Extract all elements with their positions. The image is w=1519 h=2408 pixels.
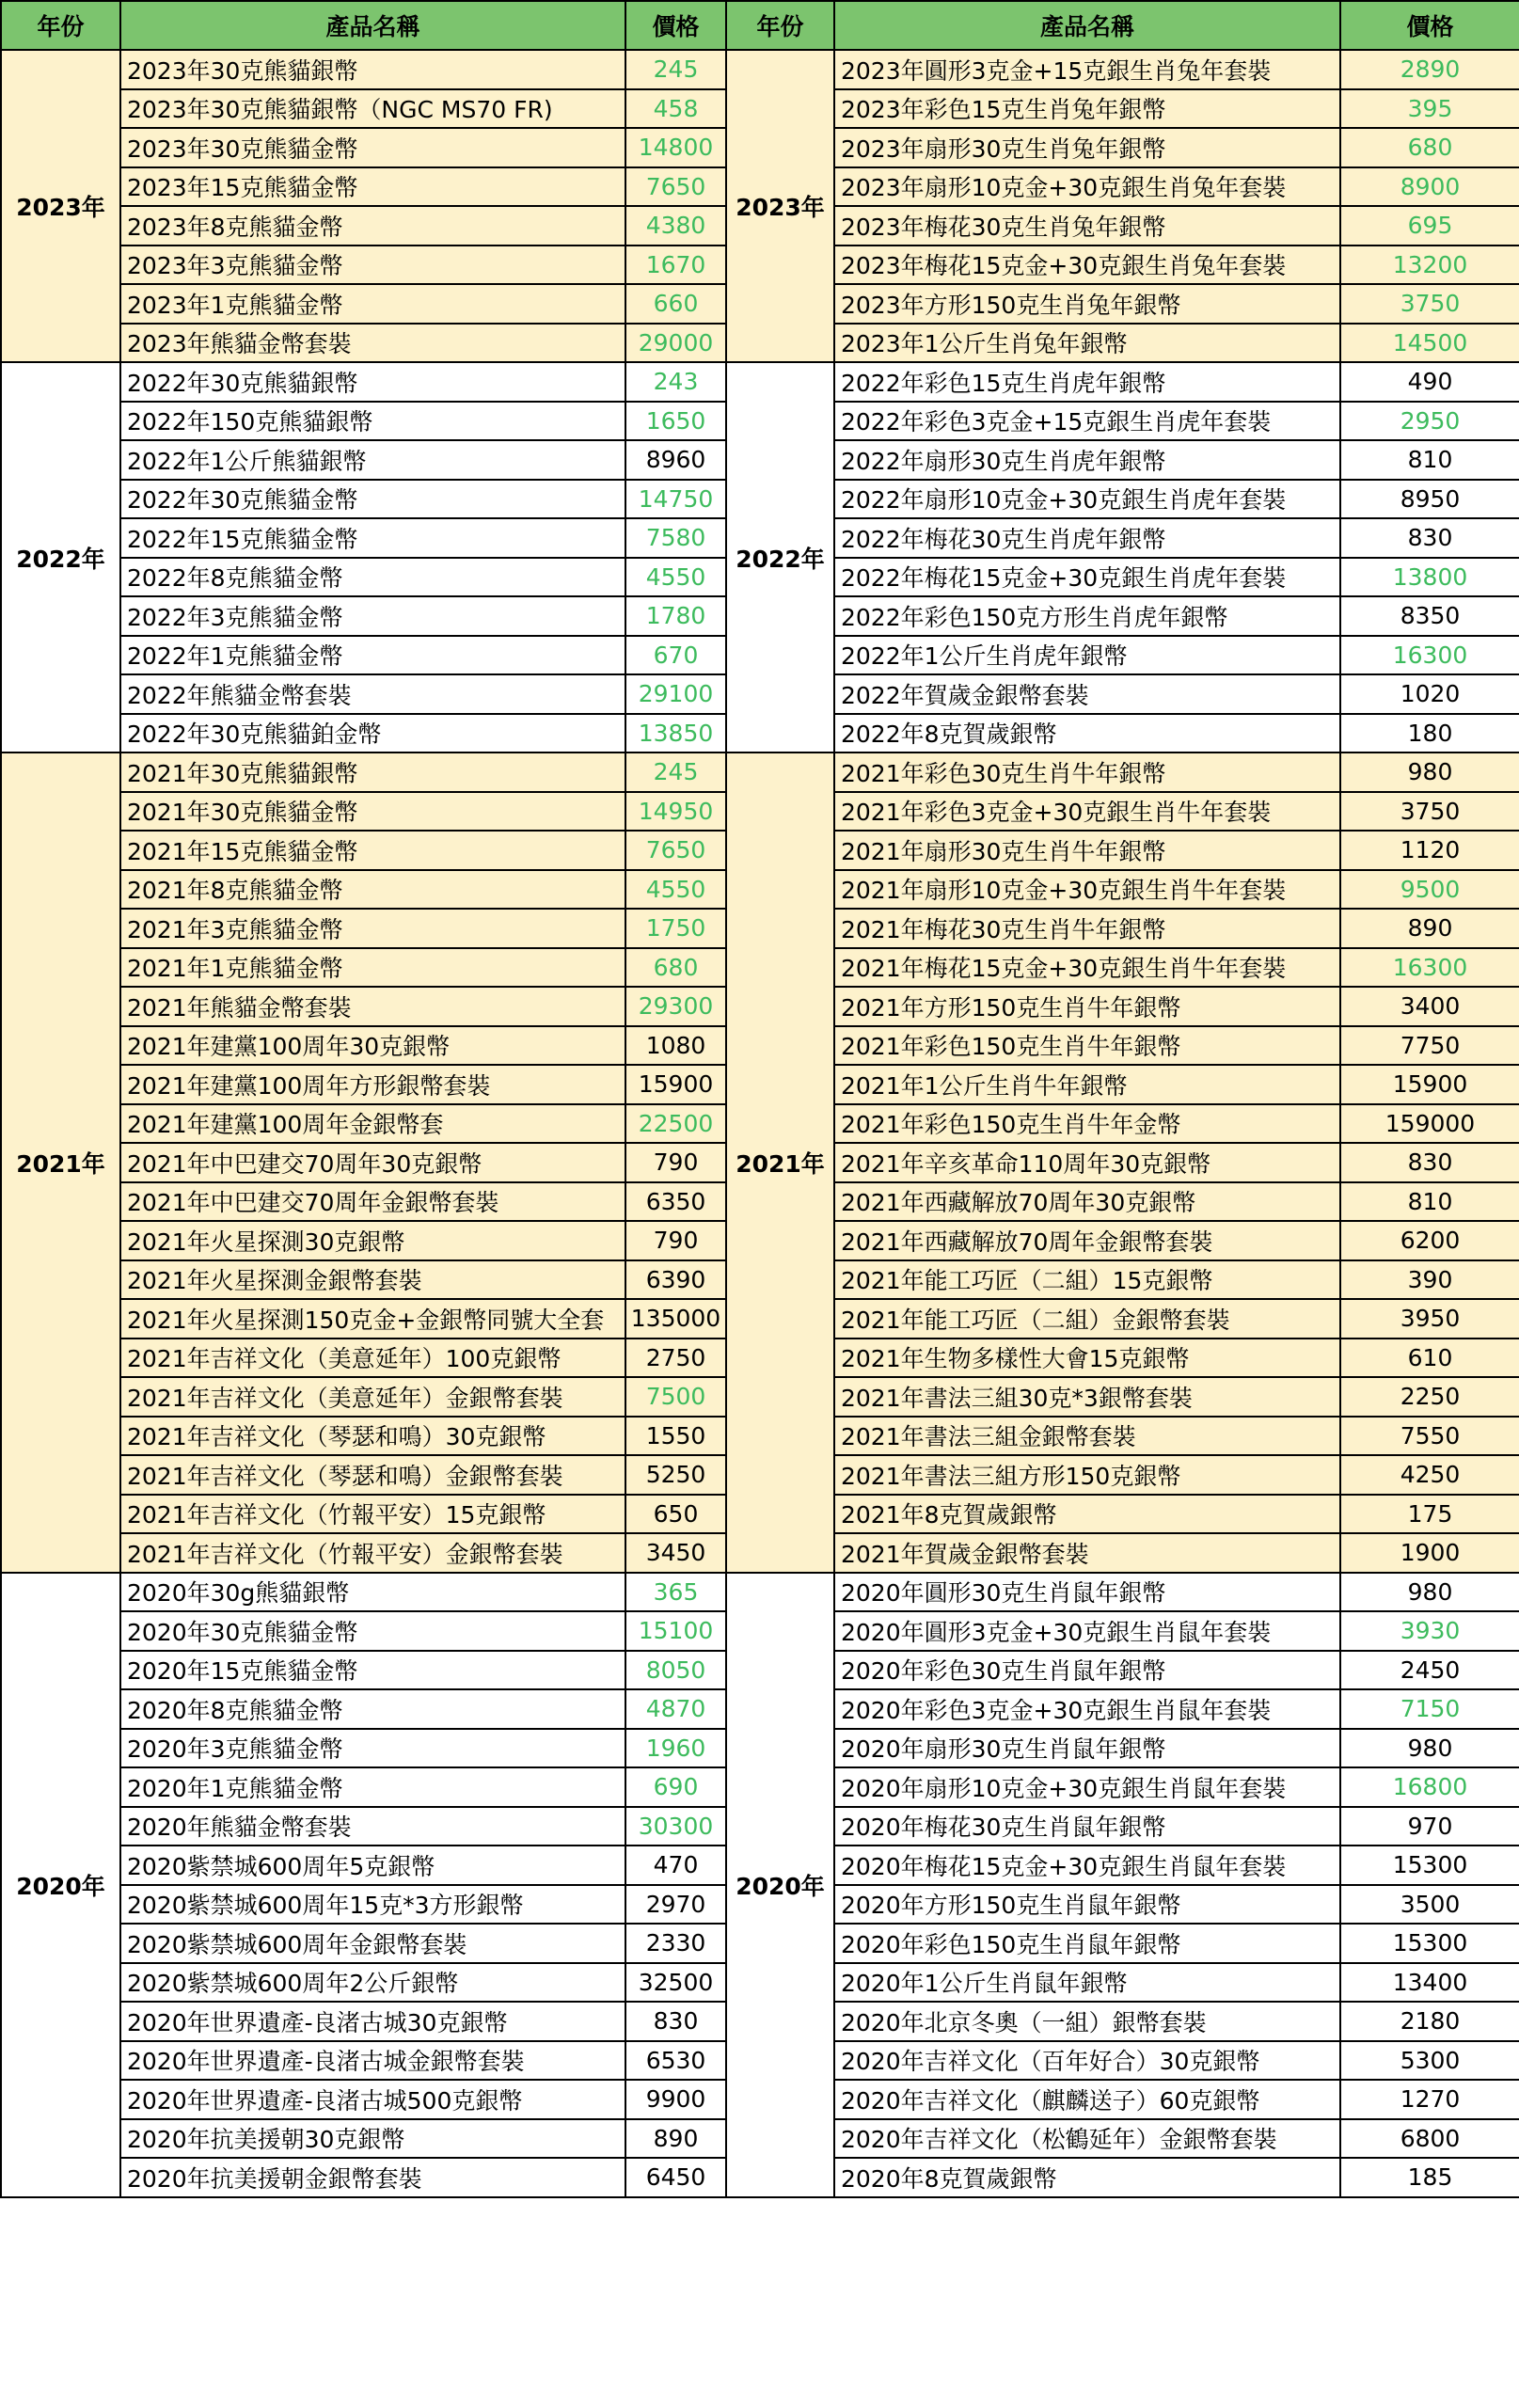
- product-name-left: 2023年熊貓金幣套裝: [120, 324, 625, 363]
- price-right: 3750: [1340, 284, 1519, 324]
- product-name-left: 2022年8克熊貓金幣: [120, 558, 625, 597]
- price-left: 245: [625, 752, 726, 792]
- product-name-right: 2023年方形150克生肖兔年銀幣: [834, 284, 1340, 324]
- price-left: 890: [625, 2119, 726, 2159]
- product-name-left: 2021年吉祥文化（美意延年）100克銀幣: [120, 1339, 625, 1378]
- product-name-left: 2023年30克熊貓銀幣（NGC MS70 FR): [120, 89, 625, 129]
- product-name-left: 2020年30g熊貓銀幣: [120, 1573, 625, 1612]
- product-name-left: 2023年3克熊貓金幣: [120, 246, 625, 285]
- product-name-left: 2022年150克熊貓銀幣: [120, 402, 625, 441]
- product-name-right: 2020年方形150克生肖鼠年銀幣: [834, 1885, 1340, 1925]
- price-left: 8050: [625, 1651, 726, 1690]
- price-left: 30300: [625, 1807, 726, 1846]
- price-right: 13800: [1340, 558, 1519, 597]
- product-name-right: 2020年1公斤生肖鼠年銀幣: [834, 1963, 1340, 2003]
- product-name-right: 2021年西藏解放70周年金銀幣套裝: [834, 1221, 1340, 1260]
- product-name-left: 2022年15克熊貓金幣: [120, 518, 625, 558]
- product-name-right: 2022年扇形30克生肖虎年銀幣: [834, 440, 1340, 480]
- price-left: 135000: [625, 1299, 726, 1339]
- product-name-left: 2021年火星探測30克銀幣: [120, 1221, 625, 1260]
- price-right: 610: [1340, 1339, 1519, 1378]
- product-name-left: 2020紫禁城600周年2公斤銀幣: [120, 1963, 625, 2003]
- product-name-left: 2021年火星探測150克金+金銀幣同號大全套: [120, 1299, 625, 1339]
- price-right: 1900: [1340, 1533, 1519, 1573]
- price-left: 6450: [625, 2158, 726, 2197]
- price-right: 15300: [1340, 1924, 1519, 1963]
- price-right: 3750: [1340, 792, 1519, 832]
- product-name-left: 2021年建黨100周年方形銀幣套裝: [120, 1065, 625, 1104]
- price-left: 2330: [625, 1924, 726, 1963]
- price-right: 4250: [1340, 1455, 1519, 1495]
- product-name-right: 2021年賀歲金銀幣套裝: [834, 1533, 1340, 1573]
- table-row: [1, 362, 1519, 402]
- price-right: 16800: [1340, 1767, 1519, 1807]
- product-name-right: 2021年書法三組方形150克銀幣: [834, 1455, 1340, 1495]
- price-right: 3950: [1340, 1299, 1519, 1339]
- price-right: 185: [1340, 2158, 1519, 2197]
- price-right: 6800: [1340, 2119, 1519, 2159]
- price-left: 5250: [625, 1455, 726, 1495]
- price-right: 395: [1340, 89, 1519, 129]
- header-row: [1, 1, 1519, 50]
- product-name-right: 2022年賀歲金銀幣套裝: [834, 674, 1340, 714]
- product-name-left: 2021年吉祥文化（琴瑟和鳴）金銀幣套裝: [120, 1455, 625, 1495]
- price-right: 16300: [1340, 948, 1519, 988]
- price-right: 8950: [1340, 480, 1519, 519]
- product-name-right: 2021年彩色30克生肖牛年銀幣: [834, 752, 1340, 792]
- header-price-right: 價格: [1340, 1, 1519, 50]
- product-name-right: 2022年彩色15克生肖虎年銀幣: [834, 362, 1340, 402]
- year-cell-left: 2023年: [1, 50, 120, 362]
- year-cell-left: 2022年: [1, 362, 120, 752]
- price-left: 4550: [625, 870, 726, 910]
- price-right: 175: [1340, 1495, 1519, 1534]
- product-name-right: 2023年圓形3克金+15克銀生肖兔年套裝: [834, 50, 1340, 89]
- product-name-left: 2020年世界遺產-良渚古城500克銀幣: [120, 2080, 625, 2119]
- product-name-left: 2021年建黨100周年30克銀幣: [120, 1026, 625, 1066]
- price-left: 7500: [625, 1377, 726, 1417]
- product-name-right: 2020年吉祥文化（松鶴延年）金銀幣套裝: [834, 2119, 1340, 2159]
- product-name-left: 2021年中巴建交70周年金銀幣套裝: [120, 1182, 625, 1222]
- price-right: 2890: [1340, 50, 1519, 89]
- product-name-right: 2022年彩色3克金+15克銀生肖虎年套裝: [834, 402, 1340, 441]
- product-name-left: 2021年吉祥文化（美意延年）金銀幣套裝: [120, 1377, 625, 1417]
- product-name-left: 2022年3克熊貓金幣: [120, 596, 625, 636]
- price-left: 690: [625, 1767, 726, 1807]
- product-name-left: 2020年30克熊貓金幣: [120, 1611, 625, 1651]
- year-cell-left: 2020年: [1, 1573, 120, 2197]
- price-left: 470: [625, 1846, 726, 1885]
- price-right: 8350: [1340, 596, 1519, 636]
- price-right: 13200: [1340, 246, 1519, 285]
- product-name-left: 2021年吉祥文化（琴瑟和鳴）30克銀幣: [120, 1417, 625, 1456]
- price-left: 14750: [625, 480, 726, 519]
- price-left: 458: [625, 89, 726, 129]
- price-right: 3500: [1340, 1885, 1519, 1925]
- price-left: 7650: [625, 167, 726, 207]
- product-name-left: 2023年15克熊貓金幣: [120, 167, 625, 207]
- product-name-right: 2022年梅花15克金+30克銀生肖虎年套裝: [834, 558, 1340, 597]
- product-name-right: 2023年梅花30克生肖兔年銀幣: [834, 206, 1340, 246]
- product-name-left: 2021年火星探測金銀幣套裝: [120, 1260, 625, 1300]
- product-name-left: 2023年30克熊貓金幣: [120, 128, 625, 167]
- product-name-left: 2021年吉祥文化（竹報平安）金銀幣套裝: [120, 1533, 625, 1573]
- product-name-left: 2021年吉祥文化（竹報平安）15克銀幣: [120, 1495, 625, 1534]
- price-right: 980: [1340, 1573, 1519, 1612]
- product-name-left: 2023年1克熊貓金幣: [120, 284, 625, 324]
- price-left: 13850: [625, 714, 726, 753]
- table-row: [1, 50, 1519, 89]
- price-left: 15100: [625, 1611, 726, 1651]
- product-name-right: 2021年能工巧匠（二組）15克銀幣: [834, 1260, 1340, 1300]
- price-right: 680: [1340, 128, 1519, 167]
- price-right: 14500: [1340, 324, 1519, 363]
- product-name-left: 2020紫禁城600周年15克*3方形銀幣: [120, 1885, 625, 1925]
- product-name-left: 2020年熊貓金幣套裝: [120, 1807, 625, 1846]
- product-name-left: 2021年1克熊貓金幣: [120, 948, 625, 988]
- product-name-right: 2021年生物多樣性大會15克銀幣: [834, 1339, 1340, 1378]
- product-name-left: 2022年1克熊貓金幣: [120, 636, 625, 675]
- price-left: 243: [625, 362, 726, 402]
- product-name-right: 2020年北京冬奧（一組）銀幣套裝: [834, 2002, 1340, 2041]
- product-name-right: 2021年辛亥革命110周年30克銀幣: [834, 1143, 1340, 1182]
- price-right: 3400: [1340, 987, 1519, 1026]
- product-name-right: 2023年梅花15克金+30克銀生肖兔年套裝: [834, 246, 1340, 285]
- price-right: 13400: [1340, 1963, 1519, 2003]
- product-name-right: 2023年扇形30克生肖兔年銀幣: [834, 128, 1340, 167]
- product-name-left: 2020年1克熊貓金幣: [120, 1767, 625, 1807]
- price-left: 29000: [625, 324, 726, 363]
- product-name-right: 2021年彩色150克生肖牛年銀幣: [834, 1026, 1340, 1066]
- price-right: 970: [1340, 1807, 1519, 1846]
- product-name-right: 2020年圓形30克生肖鼠年銀幣: [834, 1573, 1340, 1612]
- table-row: [1, 752, 1519, 792]
- product-name-right: 2020年梅花15克金+30克銀生肖鼠年套裝: [834, 1846, 1340, 1885]
- table-row: [1, 1573, 1519, 1612]
- product-name-right: 2021年梅花15克金+30克銀生肖牛年套裝: [834, 948, 1340, 988]
- product-name-left: 2022年1公斤熊貓銀幣: [120, 440, 625, 480]
- product-name-right: 2023年彩色15克生肖兔年銀幣: [834, 89, 1340, 129]
- price-left: 7580: [625, 518, 726, 558]
- product-name-left: 2023年30克熊貓銀幣: [120, 50, 625, 89]
- product-name-right: 2021年扇形30克生肖牛年銀幣: [834, 831, 1340, 870]
- price-right: 6200: [1340, 1221, 1519, 1260]
- product-name-left: 2021年3克熊貓金幣: [120, 909, 625, 948]
- product-name-right: 2021年書法三組30克*3銀幣套裝: [834, 1377, 1340, 1417]
- price-left: 14950: [625, 792, 726, 832]
- price-left: 3450: [625, 1533, 726, 1573]
- price-right: 9500: [1340, 870, 1519, 910]
- price-left: 1750: [625, 909, 726, 948]
- price-right: 7750: [1340, 1026, 1519, 1066]
- product-name-left: 2022年30克熊貓鉑金幣: [120, 714, 625, 753]
- price-right: 180: [1340, 714, 1519, 753]
- price-right: 2250: [1340, 1377, 1519, 1417]
- product-name-left: 2020紫禁城600周年金銀幣套裝: [120, 1924, 625, 1963]
- price-left: 830: [625, 2002, 726, 2041]
- price-right: 1020: [1340, 674, 1519, 714]
- product-name-left: 2021年建黨100周年金銀幣套: [120, 1104, 625, 1144]
- price-right: 830: [1340, 1143, 1519, 1182]
- price-left: 1780: [625, 596, 726, 636]
- product-name-right: 2022年彩色150克方形生肖虎年銀幣: [834, 596, 1340, 636]
- product-name-right: 2020年8克賀歲銀幣: [834, 2158, 1340, 2197]
- year-cell-left: 2021年: [1, 752, 120, 1573]
- product-name-right: 2020年彩色150克生肖鼠年銀幣: [834, 1924, 1340, 1963]
- product-name-right: 2020年吉祥文化（麒麟送子）60克銀幣: [834, 2080, 1340, 2119]
- year-cell-right: 2020年: [726, 1573, 834, 2197]
- product-name-right: 2022年梅花30克生肖虎年銀幣: [834, 518, 1340, 558]
- price-right: 15900: [1340, 1065, 1519, 1104]
- product-name-left: 2020年抗美援朝金銀幣套裝: [120, 2158, 625, 2197]
- year-cell-right: 2023年: [726, 50, 834, 362]
- product-name-left: 2020年15克熊貓金幣: [120, 1651, 625, 1690]
- price-left: 1960: [625, 1729, 726, 1768]
- price-left: 680: [625, 948, 726, 988]
- product-name-right: 2021年書法三組金銀幣套裝: [834, 1417, 1340, 1456]
- product-name-right: 2023年1公斤生肖兔年銀幣: [834, 324, 1340, 363]
- price-right: 7550: [1340, 1417, 1519, 1456]
- product-name-right: 2021年方形150克生肖牛年銀幣: [834, 987, 1340, 1026]
- price-left: 245: [625, 50, 726, 89]
- price-right: 810: [1340, 440, 1519, 480]
- product-name-right: 2021年彩色150克生肖牛年金幣: [834, 1104, 1340, 1144]
- price-left: 1080: [625, 1026, 726, 1066]
- price-right: 5300: [1340, 2041, 1519, 2081]
- price-right: 3930: [1340, 1611, 1519, 1651]
- price-left: 365: [625, 1573, 726, 1612]
- product-name-right: 2021年8克賀歲銀幣: [834, 1495, 1340, 1534]
- product-name-right: 2020年扇形30克生肖鼠年銀幣: [834, 1729, 1340, 1768]
- product-name-right: 2020年梅花30克生肖鼠年銀幣: [834, 1807, 1340, 1846]
- price-right: 15300: [1340, 1846, 1519, 1885]
- product-name-left: 2021年30克熊貓銀幣: [120, 752, 625, 792]
- price-right: 2450: [1340, 1651, 1519, 1690]
- price-left: 6530: [625, 2041, 726, 2081]
- product-name-right: 2022年8克賀歲銀幣: [834, 714, 1340, 753]
- product-name-right: 2023年扇形10克金+30克銀生肖兔年套裝: [834, 167, 1340, 207]
- price-right: 695: [1340, 206, 1519, 246]
- year-cell-right: 2021年: [726, 752, 834, 1573]
- price-right: 980: [1340, 1729, 1519, 1768]
- price-right: 159000: [1340, 1104, 1519, 1144]
- product-name-right: 2020年彩色30克生肖鼠年銀幣: [834, 1651, 1340, 1690]
- product-name-left: 2022年30克熊貓金幣: [120, 480, 625, 519]
- price-left: 29300: [625, 987, 726, 1026]
- product-name-right: 2022年1公斤生肖虎年銀幣: [834, 636, 1340, 675]
- product-name-right: 2022年扇形10克金+30克銀生肖虎年套裝: [834, 480, 1340, 519]
- price-left: 650: [625, 1495, 726, 1534]
- header-price-left: 價格: [625, 1, 726, 50]
- product-name-right: 2021年西藏解放70周年30克銀幣: [834, 1182, 1340, 1222]
- price-left: 4870: [625, 1689, 726, 1729]
- product-name-right: 2020年彩色3克金+30克銀生肖鼠年套裝: [834, 1689, 1340, 1729]
- price-left: 6350: [625, 1182, 726, 1222]
- price-left: 670: [625, 636, 726, 675]
- product-name-left: 2020年世界遺產-良渚古城金銀幣套裝: [120, 2041, 625, 2081]
- price-left: 790: [625, 1143, 726, 1182]
- price-left: 8960: [625, 440, 726, 480]
- price-left: 6390: [625, 1260, 726, 1300]
- price-right: 7150: [1340, 1689, 1519, 1729]
- product-name-left: 2020年8克熊貓金幣: [120, 1689, 625, 1729]
- product-name-left: 2021年30克熊貓金幣: [120, 792, 625, 832]
- price-left: 790: [625, 1221, 726, 1260]
- price-left: 14800: [625, 128, 726, 167]
- product-name-left: 2021年15克熊貓金幣: [120, 831, 625, 870]
- price-left: 4380: [625, 206, 726, 246]
- price-left: 22500: [625, 1104, 726, 1144]
- price-left: 4550: [625, 558, 726, 597]
- product-name-right: 2020年扇形10克金+30克銀生肖鼠年套裝: [834, 1767, 1340, 1807]
- price-right: 2950: [1340, 402, 1519, 441]
- header-year-left: 年份: [1, 1, 120, 50]
- price-left: 9900: [625, 2080, 726, 2119]
- price-right: 1270: [1340, 2080, 1519, 2119]
- product-name-left: 2020年3克熊貓金幣: [120, 1729, 625, 1768]
- price-left: 1650: [625, 402, 726, 441]
- price-left: 2970: [625, 1885, 726, 1925]
- price-left: 2750: [625, 1339, 726, 1378]
- product-name-right: 2021年能工巧匠（二組）金銀幣套裝: [834, 1299, 1340, 1339]
- product-name-left: 2021年熊貓金幣套裝: [120, 987, 625, 1026]
- header-product-right: 產品名稱: [834, 1, 1340, 50]
- price-right: 1120: [1340, 831, 1519, 870]
- product-name-left: 2021年中巴建交70周年30克銀幣: [120, 1143, 625, 1182]
- price-left: 32500: [625, 1963, 726, 2003]
- year-cell-right: 2022年: [726, 362, 834, 752]
- product-name-left: 2021年8克熊貓金幣: [120, 870, 625, 910]
- product-name-left: 2022年30克熊貓銀幣: [120, 362, 625, 402]
- price-right: 490: [1340, 362, 1519, 402]
- price-right: 390: [1340, 1260, 1519, 1300]
- product-name-left: 2022年熊貓金幣套裝: [120, 674, 625, 714]
- product-name-left: 2020年世界遺產-良渚古城30克銀幣: [120, 2002, 625, 2041]
- header-year-right: 年份: [726, 1, 834, 50]
- price-right: 890: [1340, 909, 1519, 948]
- price-right: 980: [1340, 752, 1519, 792]
- product-name-right: 2021年彩色3克金+30克銀生肖牛年套裝: [834, 792, 1340, 832]
- product-name-right: 2020年圓形3克金+30克銀生肖鼠年套裝: [834, 1611, 1340, 1651]
- price-right: 2180: [1340, 2002, 1519, 2041]
- price-left: 29100: [625, 674, 726, 714]
- product-name-left: 2020年抗美援朝30克銀幣: [120, 2119, 625, 2159]
- price-right: 810: [1340, 1182, 1519, 1222]
- header-product-left: 產品名稱: [120, 1, 625, 50]
- price-left: 15900: [625, 1065, 726, 1104]
- table-body: [1, 50, 1519, 2197]
- product-name-right: 2020年吉祥文化（百年好合）30克銀幣: [834, 2041, 1340, 2081]
- price-right: 830: [1340, 518, 1519, 558]
- price-right: 8900: [1340, 167, 1519, 207]
- price-right: 16300: [1340, 636, 1519, 675]
- price-left: 660: [625, 284, 726, 324]
- product-name-right: 2021年1公斤生肖牛年銀幣: [834, 1065, 1340, 1104]
- product-name-left: 2023年8克熊貓金幣: [120, 206, 625, 246]
- price-left: 7650: [625, 831, 726, 870]
- price-left: 1550: [625, 1417, 726, 1456]
- product-name-left: 2020紫禁城600周年5克銀幣: [120, 1846, 625, 1885]
- product-name-right: 2021年扇形10克金+30克銀生肖牛年套裝: [834, 870, 1340, 910]
- product-name-right: 2021年梅花30克生肖牛年銀幣: [834, 909, 1340, 948]
- price-left: 1670: [625, 246, 726, 285]
